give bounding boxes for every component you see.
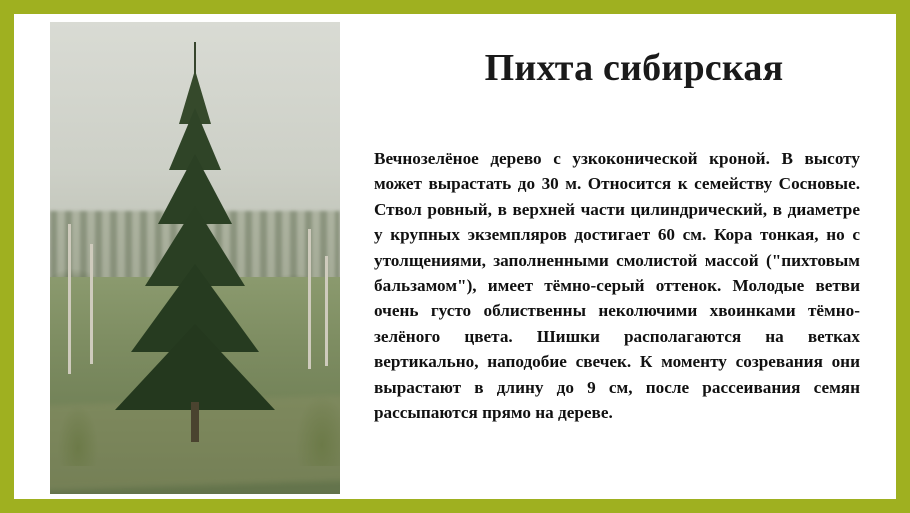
photo-scene <box>50 22 340 494</box>
border-bottom <box>0 499 910 513</box>
fir-tree <box>101 42 289 442</box>
border-right <box>896 0 910 513</box>
border-left <box>0 0 14 513</box>
birch-trunk <box>308 229 311 369</box>
shrub <box>296 396 340 466</box>
fir-branch-layer <box>115 324 275 410</box>
page-title: Пихта сибирская <box>484 47 784 89</box>
birch-trunk <box>68 224 71 374</box>
shrub <box>58 406 98 466</box>
description-paragraph: Вечнозелёное дерево с узкоконической кроной. В высоту может вырастать до 30 м. Относится к семейству Сосновые. Ствол ровный, в верхней части цилиндрический, в диаметре у крупных экземпляров достигает 60 см. Кора тонкая, но с утолщениями, заполненными смолистой массой ("пихтовым бальзамом"), имеет тёмно-серый оттенок. Молодые ветви очень густо облиственны неколючими хвоинками тёмно-зелёного цвета. Шишки располагаются на ветках вертикально, наподобие свечек. К моменту созревания они вырастают в длину до 9 см, после рассеивания семян рассыпаются прямо на дереве. <box>374 149 860 423</box>
birch-trunk <box>90 244 93 364</box>
border-top <box>0 0 910 14</box>
fir-tree-photo <box>50 22 340 494</box>
fir-trunk <box>191 402 199 442</box>
slide-content <box>14 14 896 499</box>
birch-trunk <box>325 256 328 366</box>
